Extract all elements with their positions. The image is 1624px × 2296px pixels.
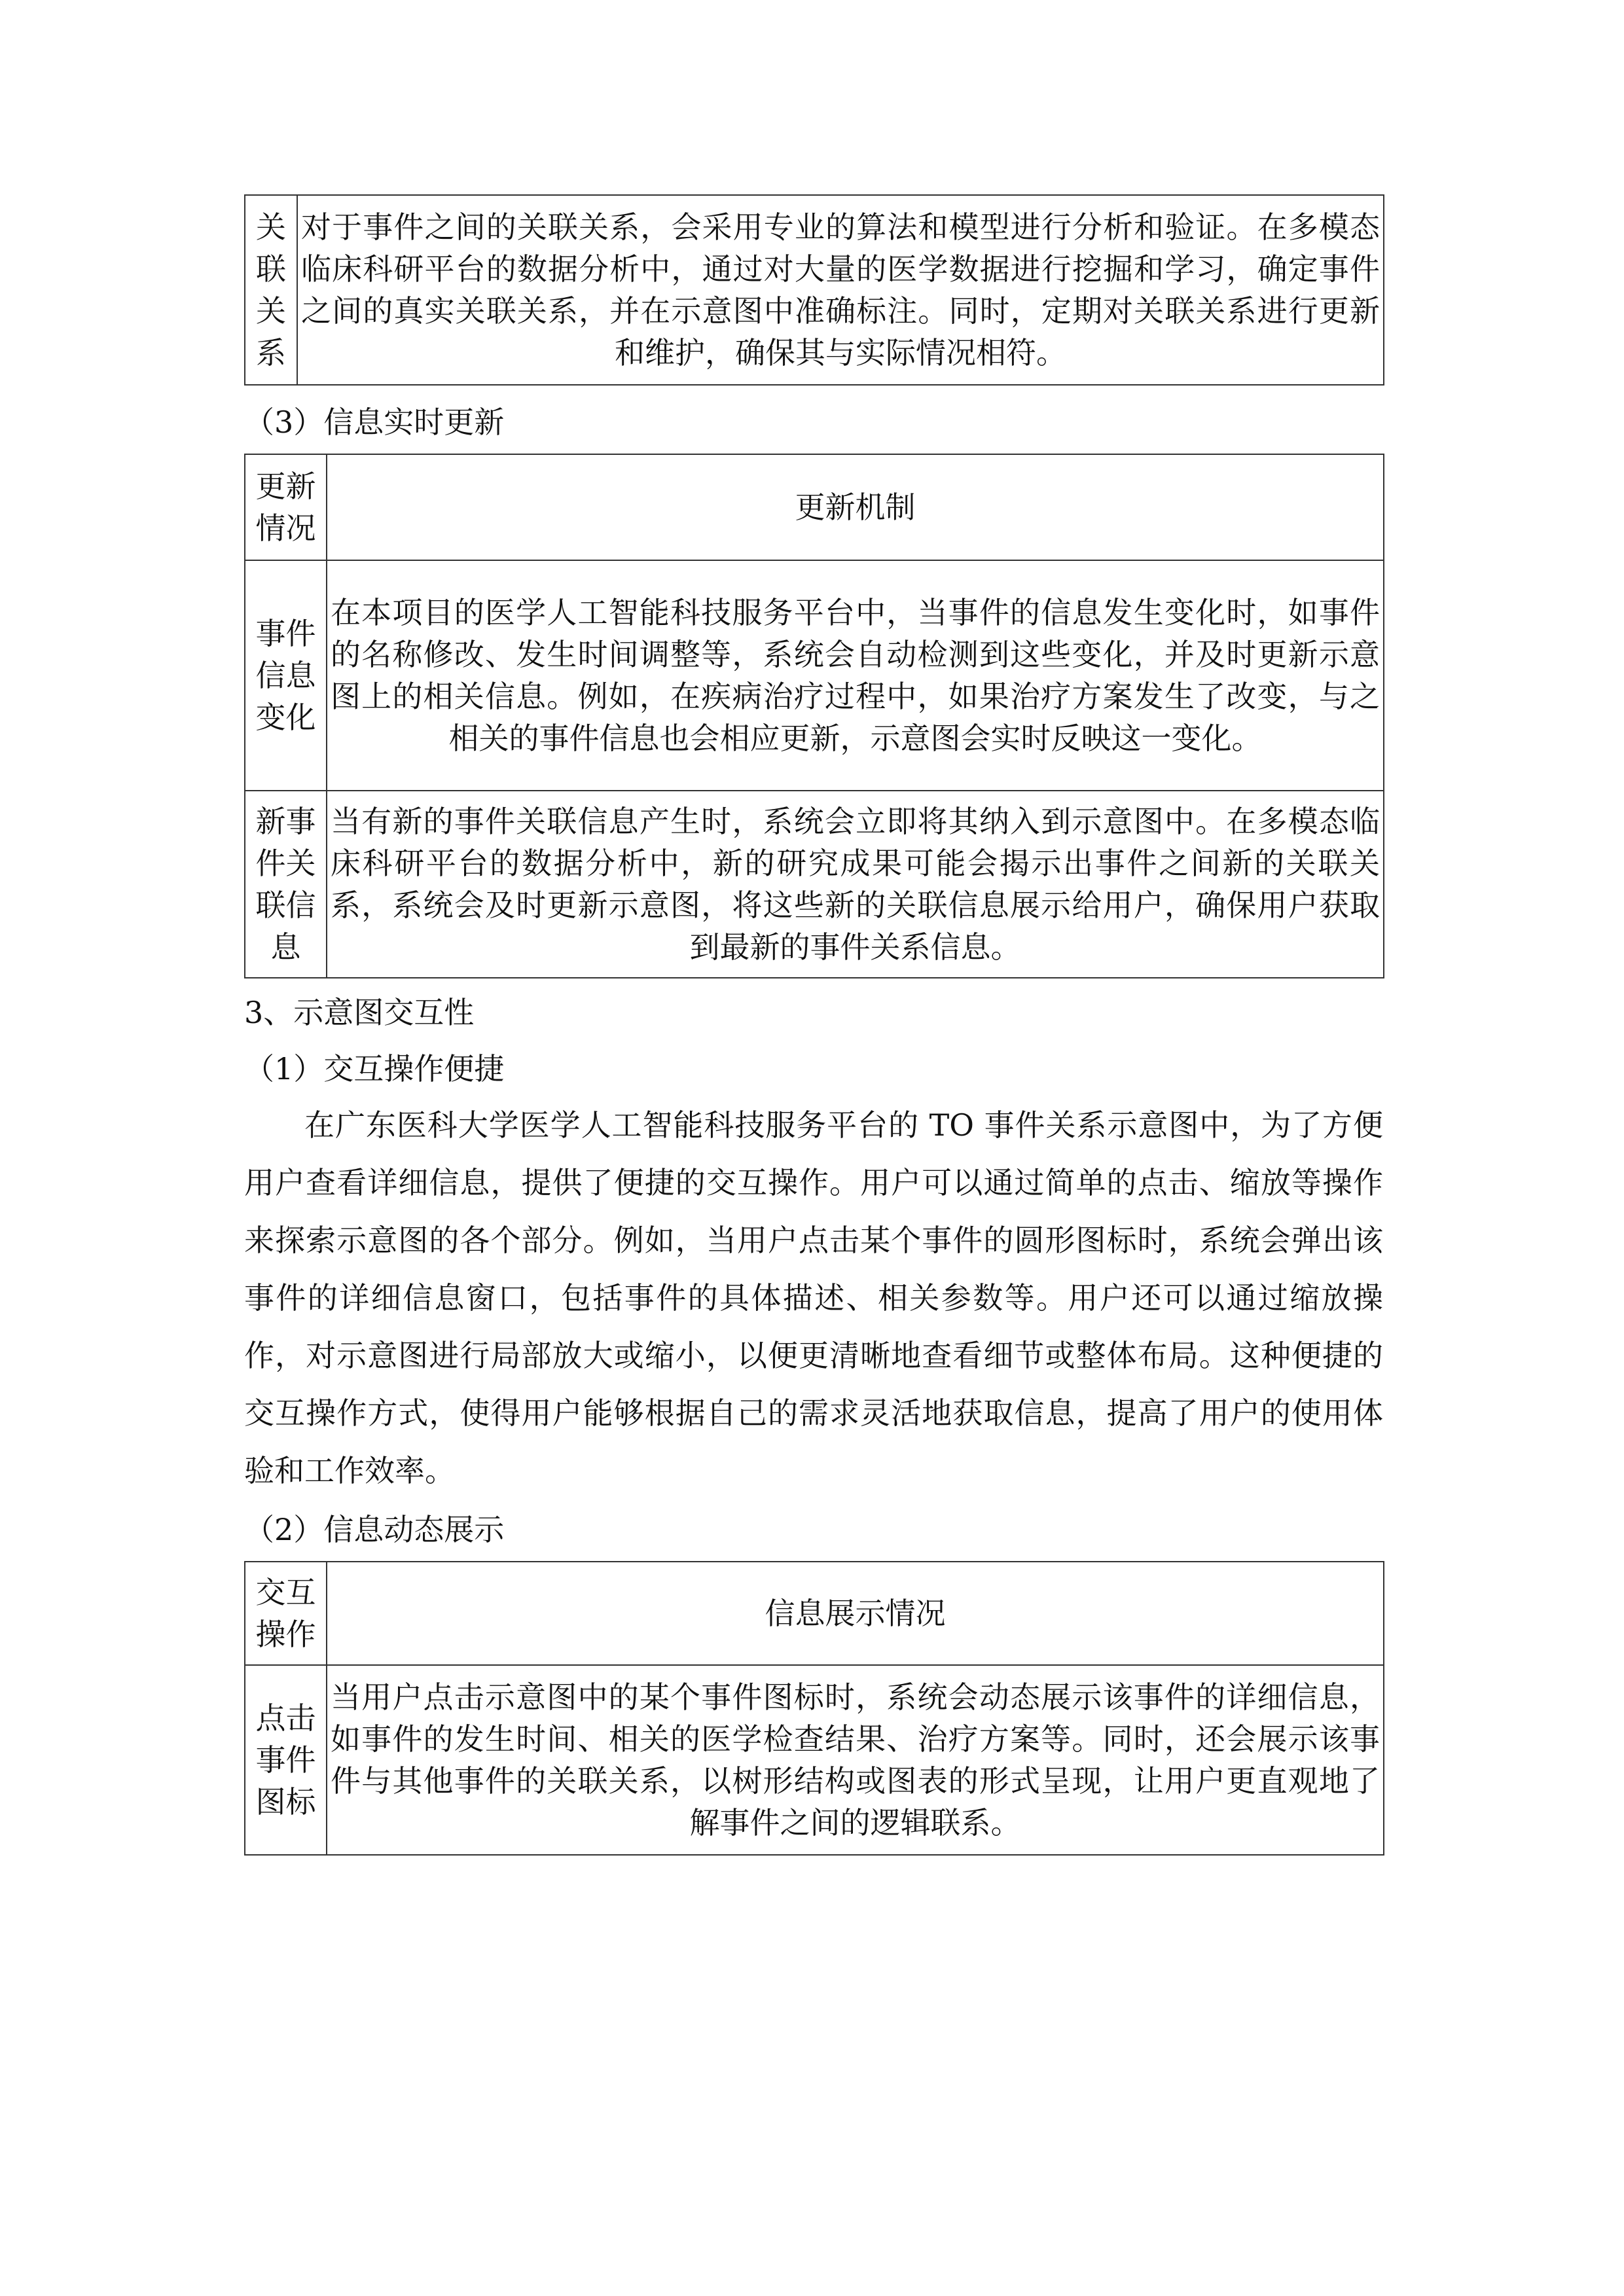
row-content: 当用户点击示意图中的某个事件图标时，系统会动态展示该事件的详细信息，如事件的发生时间、相关的医学检查结果、治疗方案等。同时，还会展示该事件与其他事件的关联关系，以树形结构或图表的形式呈现，让用户更直观地了解事件之间的逻辑联系。	[327, 1665, 1384, 1855]
header-update-mechanism: 更新机制	[327, 454, 1384, 560]
table-header-row	[245, 454, 1384, 560]
body-paragraph: 在广东医科大学医学人工智能科技服务平台的 TO 事件关系示意图中，为了方便用户查看详细信息，提供了便捷的交互操作。用户可以通过简单的点击、缩放等操作来探索示意图的各个部分。例如，当用户点击某个事件的圆形图标时，系统会弹出该事件的详细信息窗口，包括事件的具体描述、相关参数等。用户还可以通过缩放操作，对示意图进行局部放大或缩小，以便更清晰地查看细节或整体布局。这种便捷的交互操作方式，使得用户能够根据自己的需求灵活地获取信息，提高了用户的使用体验和工作效率。	[244, 1107, 1383, 1488]
row-label: 点击事件图标	[245, 1665, 327, 1855]
header-info-display: 信息展示情况	[327, 1562, 1384, 1665]
update-mechanism-table	[244, 454, 1384, 978]
row-content: 当有新的事件关联信息产生时，系统会立即将其纳入到示意图中。在多模态临床科研平台的数据分析中，新的研究成果可能会揭示出事件之间新的关联关系，系统会及时更新示意图，将这些新的关联信息展示给用户，确保用户获取到最新的事件关系信息。	[327, 791, 1384, 978]
table-row	[245, 560, 1384, 791]
info-display-table	[244, 1561, 1384, 1856]
document-page	[244, 194, 1383, 1856]
subsection-heading-convenient-interaction: （1）交互操作便捷	[244, 1051, 505, 1086]
row-label: 新事件关联信息	[245, 791, 327, 978]
table-row	[245, 791, 1384, 978]
section-heading-info-update: （3）信息实时更新	[244, 404, 505, 440]
row-label: 关联关系	[245, 195, 297, 385]
row-content: 在本项目的医学人工智能科技服务平台中，当事件的信息发生变化时，如事件的名称修改、发生时间调整等，系统会自动检测到这些变化，并及时更新示意图上的相关信息。例如，在疾病治疗过程中，如果治疗方案发生了改变，与之相关的事件信息也会相应更新，示意图会实时反映这一变化。	[327, 560, 1384, 791]
row-content: 对于事件之间的关联关系，会采用专业的算法和模型进行分析和验证。在多模态临床科研平台的数据分析中，通过对大量的医学数据进行挖掘和学习，确定事件之间的真实关联关系，并在示意图中准确标注。同时，定期对关联关系进行更新和维护，确保其与实际情况相符。	[297, 195, 1384, 385]
table-row	[245, 1665, 1384, 1855]
header-interaction: 交互操作	[245, 1562, 327, 1665]
header-update-situation: 更新情况	[245, 454, 327, 560]
association-table	[244, 194, 1384, 386]
section-heading-interactivity: 3、示意图交互性	[244, 995, 475, 1030]
subsection-heading-dynamic-display: （2）信息动态展示	[244, 1512, 505, 1547]
table-header-row	[245, 1562, 1384, 1665]
row-label: 事件信息变化	[245, 560, 327, 791]
table-row	[245, 195, 1384, 385]
